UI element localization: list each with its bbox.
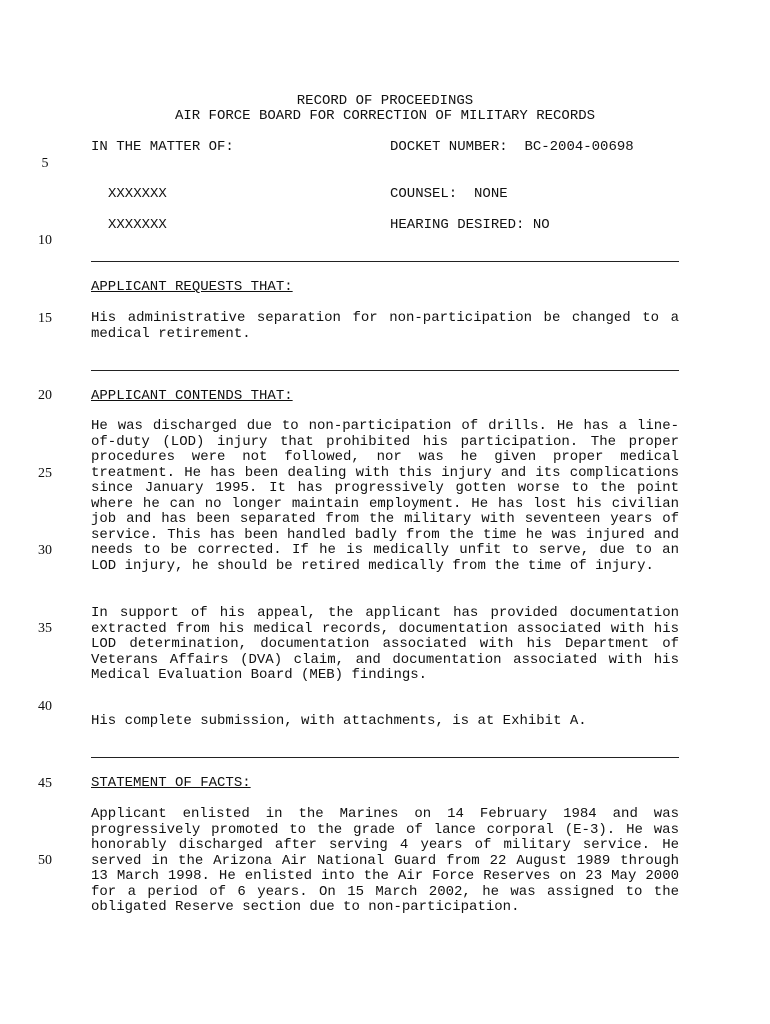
line-number: 45 [38,776,52,791]
facts-heading: STATEMENT OF FACTS: [91,775,251,791]
docket-number: BC-2004-00698 [524,139,634,155]
requests-text: His administrative separation for non-participation be changed to a medical retirement. [91,310,679,342]
facts-paragraph-1: Applicant enlisted in the Marines on 14 February 1984 and was progressively promoted to the grade of lance corporal (E-3). He was honorably discharged after serving 4 years of military service. He served in the Arizona Air National Guard from 22 August 1989 through 13 March 1998. He enlisted into the Air Force Reserves on 23 May 2000 for a period of 6 years. On 15 March 2002, he was assigned to the obligated Reserve section due to non-participation. [91,806,679,915]
counsel-label: COUNSEL: [390,186,458,202]
line-number: 25 [38,466,52,481]
line-number: 15 [38,311,52,326]
applicant-name: XXXXXXX [108,186,167,202]
line-number: 40 [38,699,52,714]
line-number: 5 [41,156,49,171]
document-subtitle: AIR FORCE BOARD FOR CORRECTION OF MILITARY RECORDS [174,108,596,124]
divider [91,370,679,371]
divider [91,757,679,758]
contends-paragraph-1: He was discharged due to non-participation of drills. He has a line-of-duty (LOD) injury that prohibited his participation. The proper procedures were not followed, nor was he given proper medical treatment. He has been dealing with this injury and its complications since January 1995. It has progressively gotten worse to the point where he can no longer maintain employment. He has lost his civilian job and has been separated from the military with seventeen years of service. This has been handled badly from the time he was injured and needs to be corrected. If he is medically unfit to serve, due to an LOD injury, he should be retired medically from the time of injury. [91,418,679,574]
line-number: 50 [38,853,52,868]
hearing-line [390,218,550,234]
contends-heading: APPLICANT CONTENDS THAT: [91,388,293,404]
line-number: 35 [38,621,52,636]
line-number: 30 [38,543,52,558]
hearing-label: HEARING DESIRED: [390,217,525,233]
contends-paragraph-3: His complete submission, with attachments, is at Exhibit A. [91,713,587,729]
line-number: 10 [38,233,52,248]
contends-paragraph-2: In support of his appeal, the applicant has provided documentation extracted from his medical records, documentation associated with his LOD determination, documentation associated with his Department of Veterans Affairs (DVA) claim, and documentation associated with his Medical Evaluation Board (MEB) findings. [91,605,679,683]
docket-line [390,140,634,156]
requests-heading: APPLICANT REQUESTS THAT: [91,279,293,295]
counsel-value: NONE [474,186,508,202]
counsel-line [390,187,508,203]
document-title: RECORD OF PROCEEDINGS [296,93,474,109]
divider [91,261,679,262]
applicant-ssn: XXXXXXX [108,217,167,233]
line-number: 20 [38,388,52,403]
docket-label: DOCKET NUMBER: [390,139,508,155]
hearing-value: NO [532,217,550,233]
matter-label: IN THE MATTER OF: [91,139,234,155]
